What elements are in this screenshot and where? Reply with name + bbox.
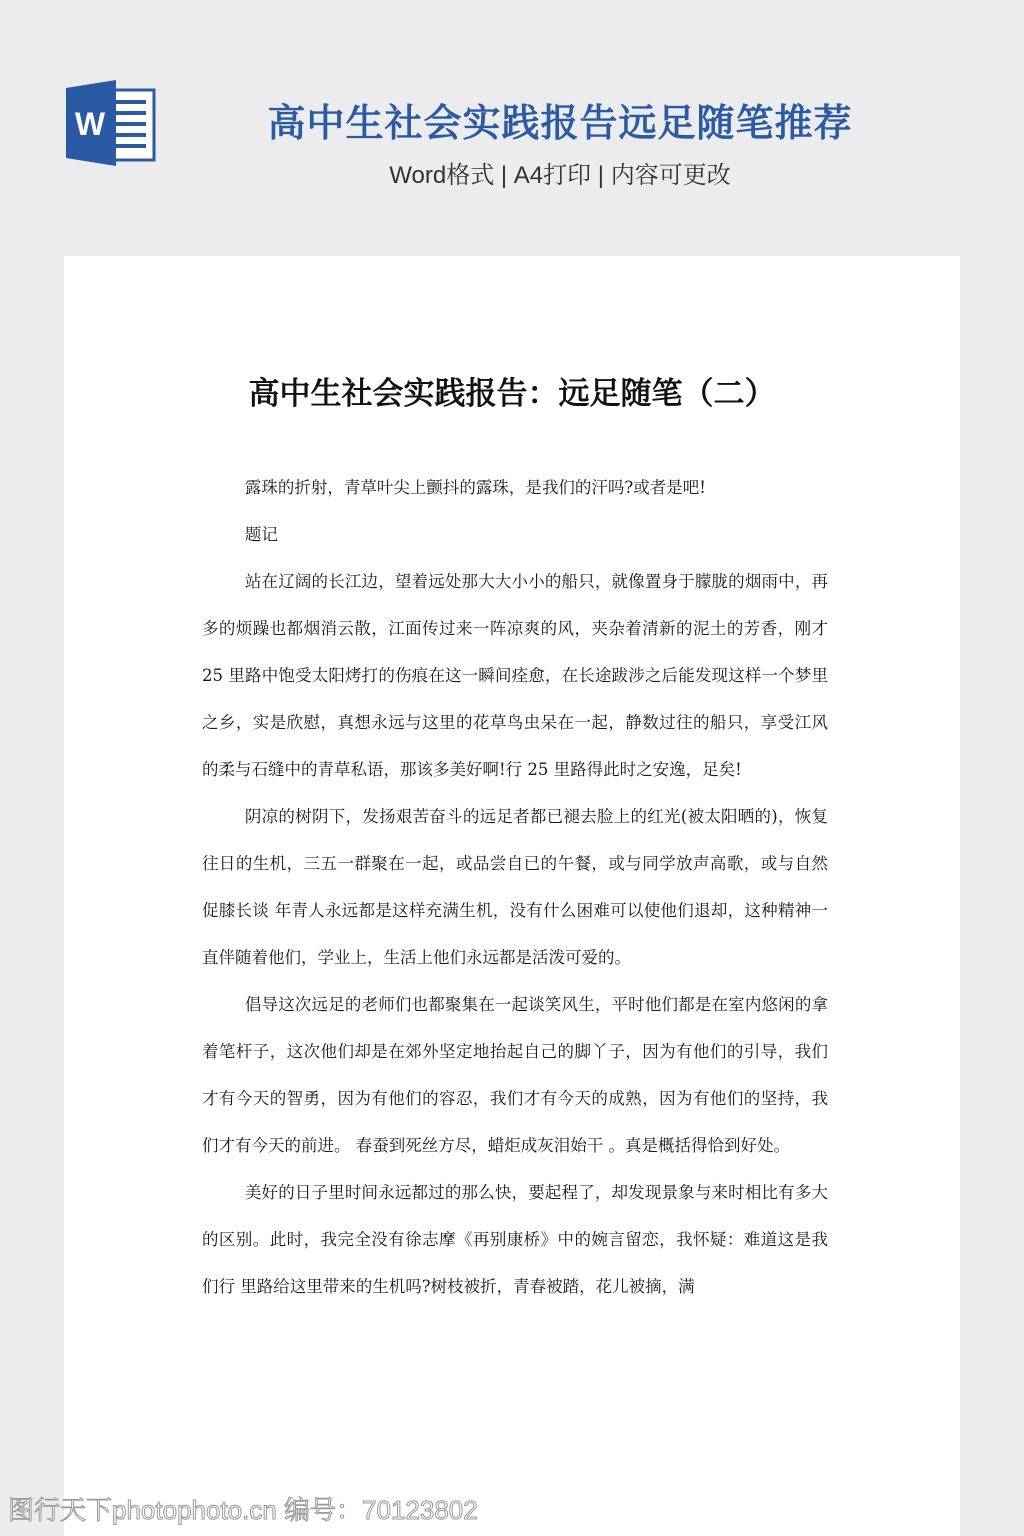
header-title: 高中生社会实践报告远足随笔推荐 [267,103,853,145]
header-subtitle: Word格式 | A4打印 | 内容可更改 [389,162,731,189]
paragraph: 倡导这次远足的老师们也都聚集在一起谈笑风生，平时他们都是在室内悠闲的拿着笔杆子，这次他们却是在郊外坚定地抬起自己的脚丫子，因为有他们的引导，我们才有今天的智勇，因为有他们的容忍，我们才有今天的成熟，因为有他们的坚持，我们才有今天的前进。 春蚕到死丝方尽，蜡炬成灰泪始干 。真是概括得恰到好处。 [202,995,828,1155]
paragraph: 阴凉的树阴下，发扬艰苦奋斗的远足者都已褪去脸上的红光(被太阳晒的)，恢复往日的生机，三五一群聚在一起，或品尝自已的午餐，或与同学放声高歌，或与自然促膝长谈 年青人永远都是这样充满生机，没有什么困难可以使他们退却，这种精神一直伴随着他们，学业上，生活上他们永远都是活泼可爱的。 [202,807,828,967]
word-document-icon [66,80,156,166]
document-title: 高中生社会实践报告：远足随笔（二） [248,376,776,412]
paragraph: 题记 [244,525,278,544]
paragraph: 站在辽阔的长江边，望着远处那大大小小的船只，就像置身于朦胧的烟雨中，再多的烦躁也都烟消云散，江面传过来一阵凉爽的风，夹杂着清新的泥土的芳香，刚才 25 里路中饱受太阳烤打的伤痕在这一瞬间痊愈，在长途跋涉之后能发现这样一个梦里之乡，实是欣慰，真想永远与这里的花草鸟虫呆在一起，静数过往的船只，享受江风的柔与石缝中的青草私语，那该多美好啊!行 25 里路得此时之安逸，足矣! [202,572,828,779]
word-icon-letter: W [74,106,106,142]
page-header [0,0,1024,250]
document-body [202,464,828,1310]
paragraph: 露珠的折射，青草叶尖上颤抖的露珠，是我们的汗吗?或者是吧! [244,478,706,497]
watermark: 图行天下photophoto.cn 编号：70123802 [8,1495,478,1525]
paragraph: 美好的日子里时间永远都过的那么快，要起程了，却发现景象与来时相比有多大的区别。此时，我完全没有徐志摩《再别康桥》中的婉言留恋，我怀疑：难道这是我们行 里路给这里带来的生机吗?树枝被折，青春被踏，花儿被摘，满 [202,1183,828,1296]
document-page [64,256,960,1536]
